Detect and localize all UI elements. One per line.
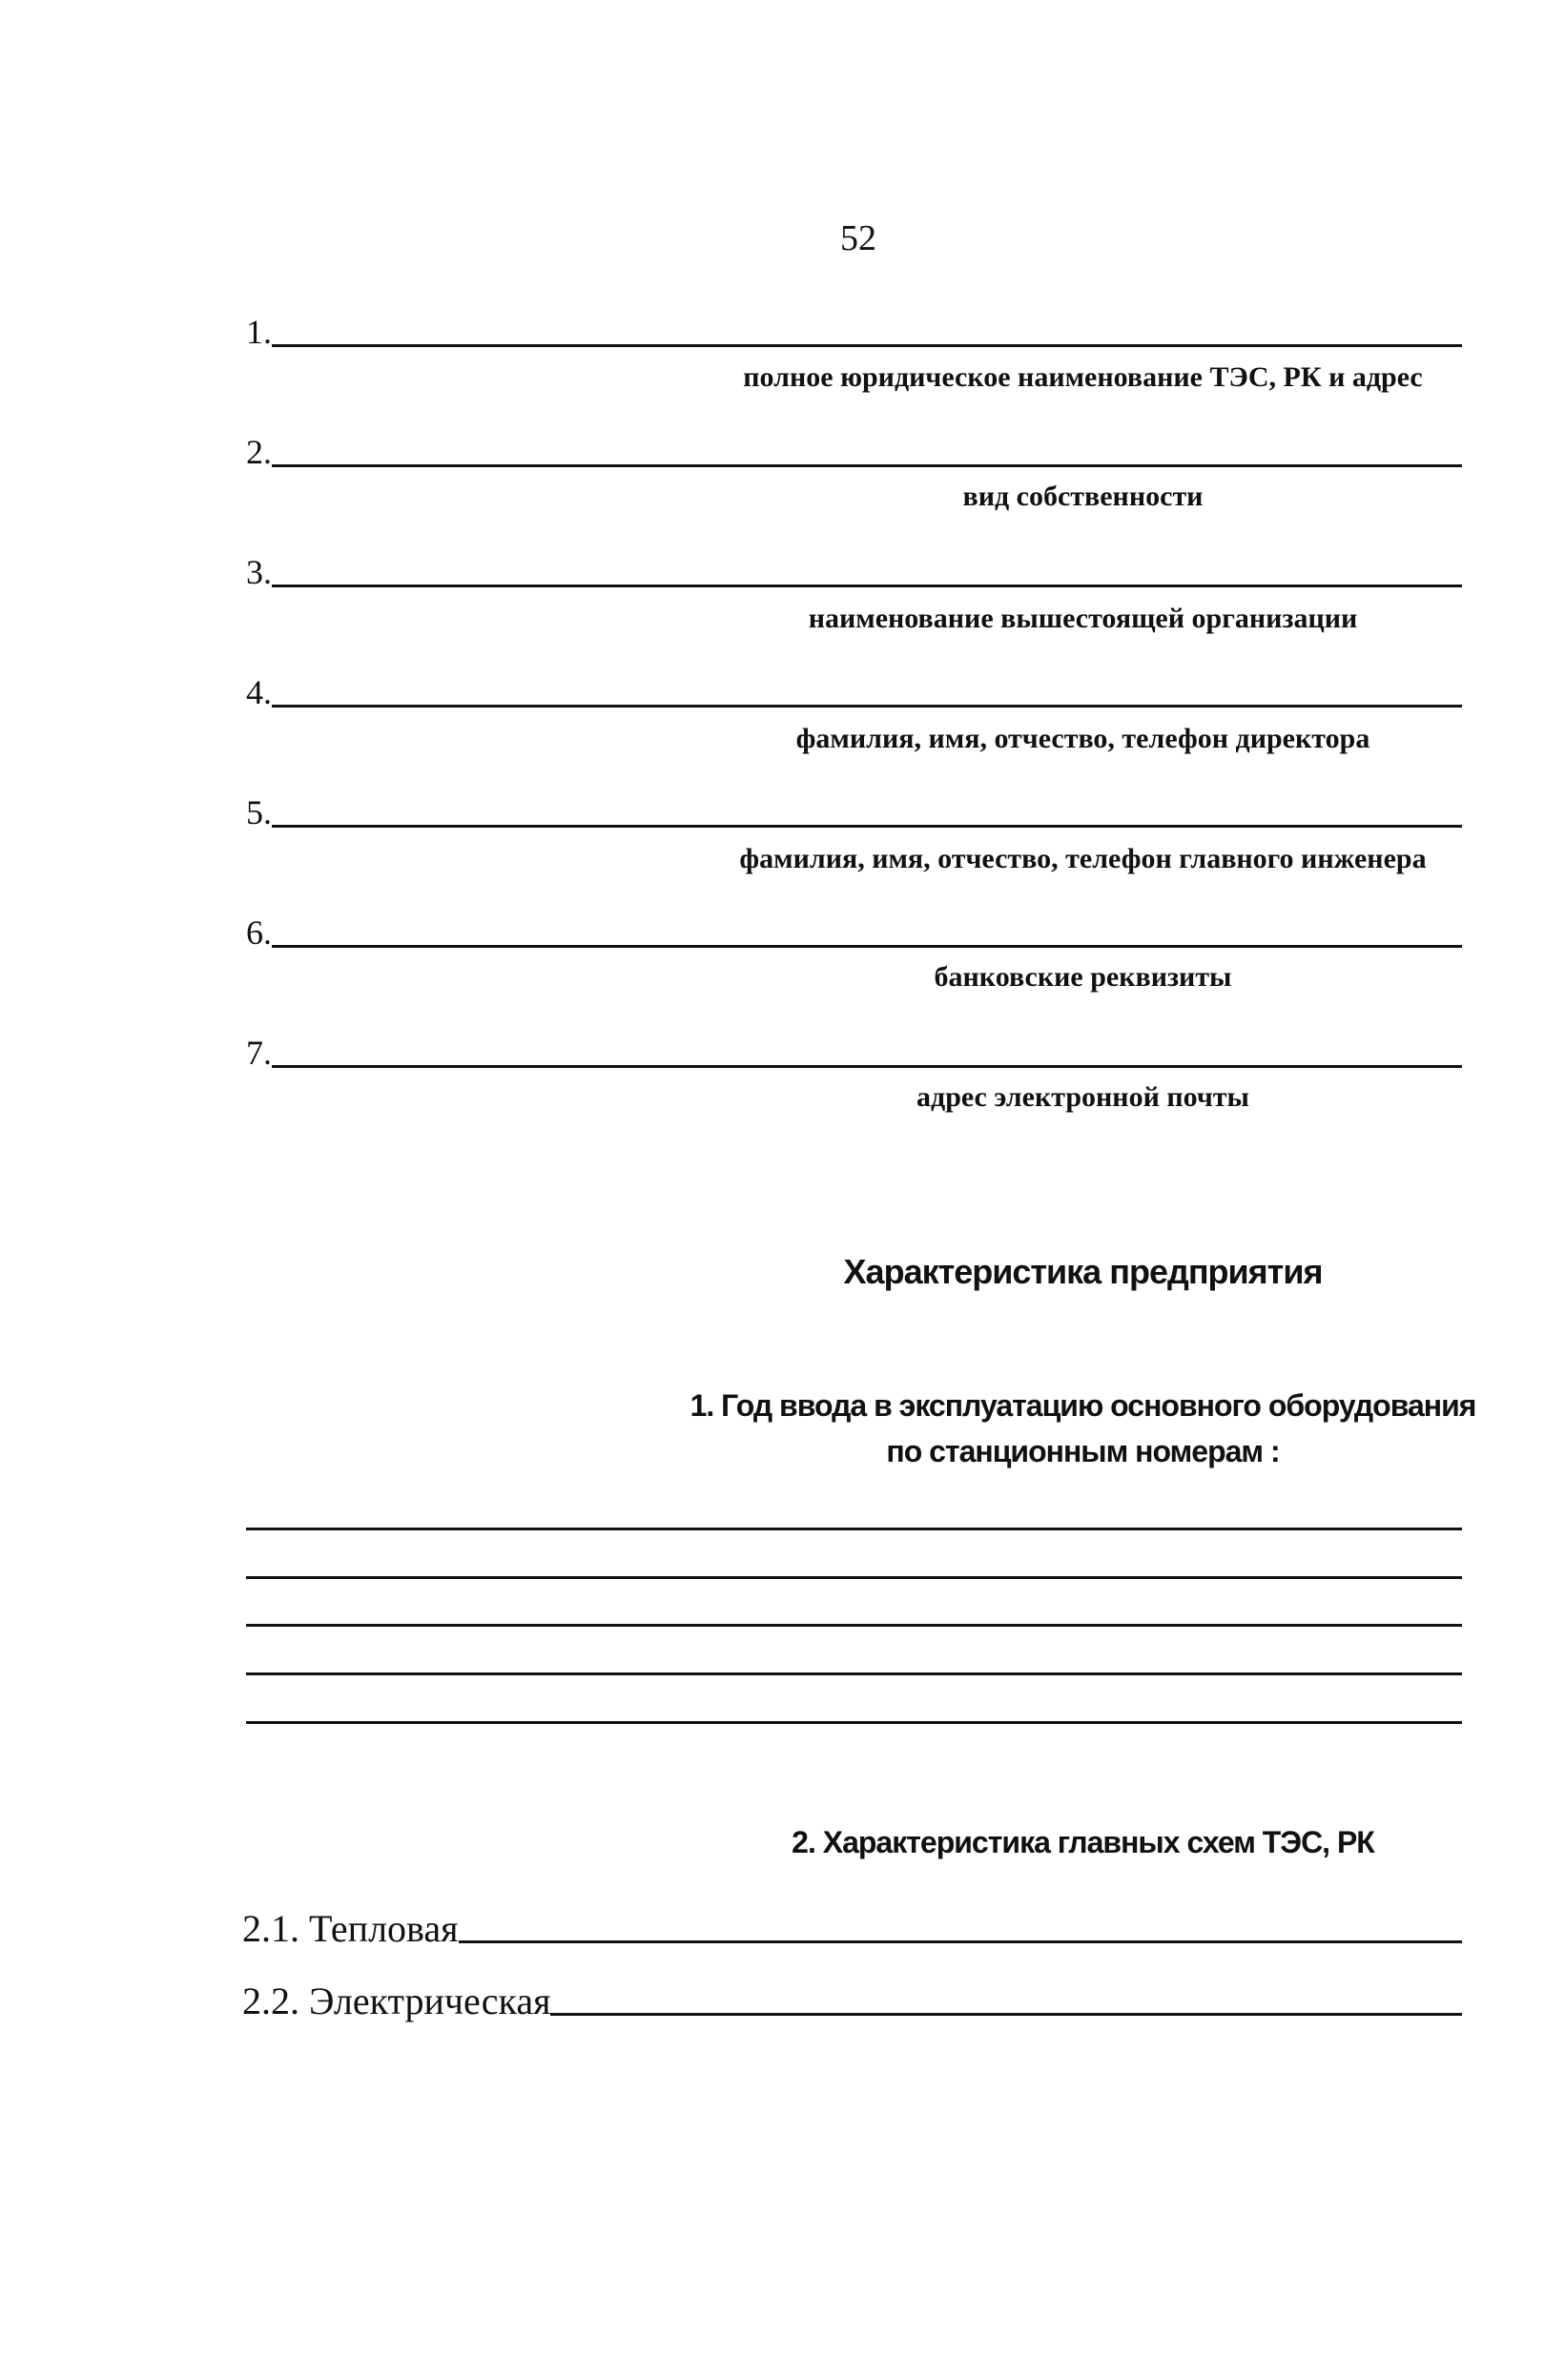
field-row-4 <box>246 664 1462 713</box>
page-number: 52 <box>840 218 876 258</box>
scheme-label: 2.1. Тепловая <box>242 1907 459 1950</box>
blank-answer-line[interactable] <box>246 1624 1462 1627</box>
field-caption: вид собственности <box>962 481 1204 512</box>
enterprise-heading: Характеристика предприятия <box>843 1252 1323 1291</box>
field-caption: банковские реквизиты <box>934 961 1232 993</box>
field-input-line[interactable] <box>272 344 1462 347</box>
field-number: 7. <box>246 1034 272 1072</box>
field-number: 2. <box>246 433 272 471</box>
field-input-line[interactable] <box>272 945 1462 948</box>
field-caption: адрес электронной почты <box>916 1081 1249 1113</box>
section1-heading-line2: по станционным номерам : <box>886 1434 1280 1468</box>
field-number: 4. <box>246 673 272 711</box>
scheme-row-electrical <box>242 1970 1462 2023</box>
field-input-line[interactable] <box>272 825 1462 828</box>
field-row-6 <box>246 904 1462 954</box>
blank-answer-line[interactable] <box>246 1576 1462 1579</box>
field-caption: фамилия, имя, отчество, телефон директора <box>795 723 1370 754</box>
field-number: 1. <box>246 313 272 351</box>
field-caption: полное юридическое наименование ТЭС, РК и адрес <box>743 361 1423 393</box>
field-row-1 <box>246 303 1462 353</box>
field-row-3 <box>246 544 1462 593</box>
field-input-line[interactable] <box>272 705 1462 708</box>
blank-answer-line[interactable] <box>246 1721 1462 1724</box>
scheme-row-thermal <box>242 1898 1462 1951</box>
field-row-2 <box>246 423 1462 473</box>
scheme-input-line[interactable] <box>550 2013 1462 2016</box>
section1-heading-line1: 1. Год ввода в эксплуатацию основного оборудования <box>690 1388 1476 1423</box>
field-number: 5. <box>246 793 272 831</box>
field-input-line[interactable] <box>272 585 1462 587</box>
field-caption: наименование вышестоящей организации <box>808 603 1358 634</box>
field-row-7 <box>246 1024 1462 1074</box>
field-number: 3. <box>246 553 272 591</box>
scheme-input-line[interactable] <box>459 1940 1462 1943</box>
section2-heading: 2. Характеристика главных схем ТЭС, РК <box>792 1825 1374 1859</box>
field-number: 6. <box>246 913 272 952</box>
blank-answer-line[interactable] <box>246 1528 1462 1530</box>
field-row-5 <box>246 784 1462 833</box>
field-caption: фамилия, имя, отчество, телефон главного инженера <box>739 843 1427 874</box>
field-input-line[interactable] <box>272 1065 1462 1068</box>
field-input-line[interactable] <box>272 464 1462 467</box>
blank-answer-line[interactable] <box>246 1672 1462 1675</box>
scheme-label: 2.2. Электрическая <box>242 1980 551 2022</box>
